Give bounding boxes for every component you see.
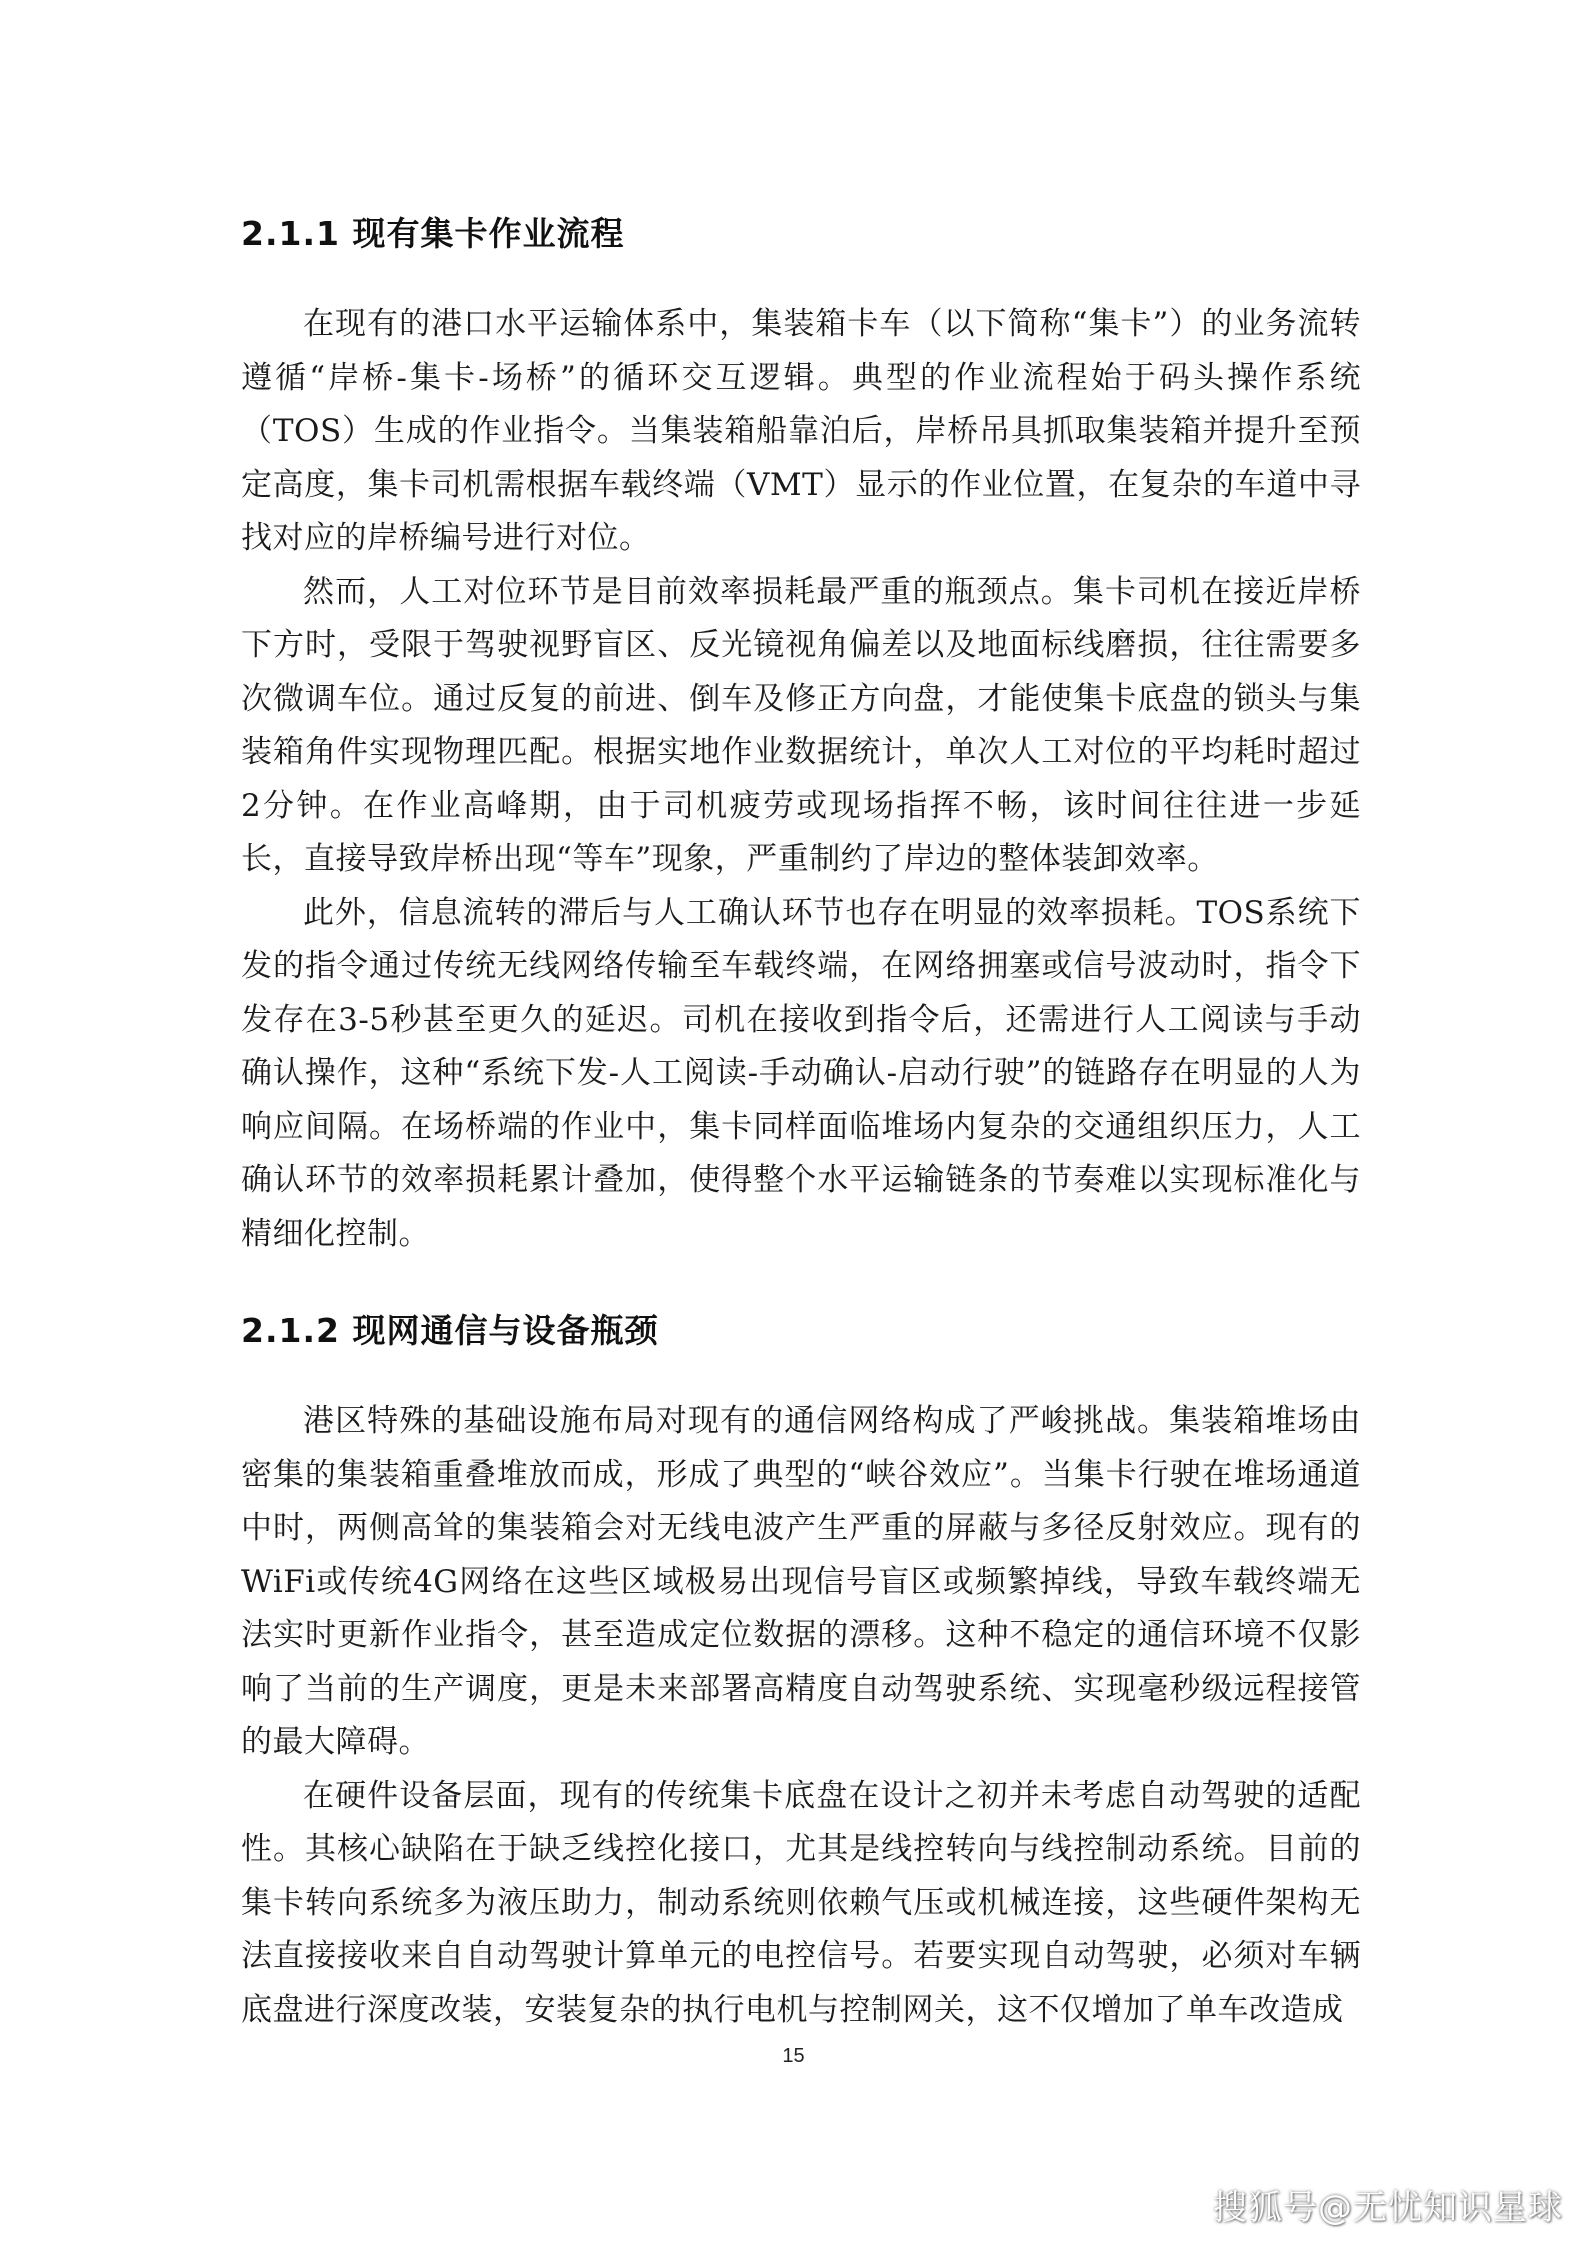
page-number: 15 [782, 2045, 805, 2067]
paragraph: 在硬件设备层面，现有的传统集卡底盘在设计之初并未考虑自动驾驶的适配性。其核心缺陷在于缺乏线控化接口，尤其是线控转向与线控制动系统。目前的集卡转向系统多为液压助力，制动系统则依赖气压或机械连接，这些硬件架构无法直接接收来自自动驾驶计算单元的电控信号。若要实现自动驾驶，必须对车辆底盘进行深度改装，安装复杂的执行电机与控制网关，这不仅增加了单车改造成 [241, 1777, 1361, 2028]
paragraph: 此外，信息流转的滞后与人工确认环节也存在明显的效率损耗。TOS系统下发的指令通过传统无线网络传输至车载终端，在网络拥塞或信号波动时，指令下发存在3-5秒甚至更久的延迟。司机在接收到指令后，还需进行人工阅读与手动确认操作，这种“系统下发-人工阅读-手动确认-启动行驶”的链路存在明显的人为响应间隔。在场桥端的作业中，集卡同样面临堆场内复杂的交通组织压力，人工确认环节的效率损耗累计叠加，使得整个水平运输链条的节奏难以实现标准化与精细化控制。 [241, 894, 1361, 1252]
paragraph: 然而，人工对位环节是目前效率损耗最严重的瓶颈点。集卡司机在接近岸桥下方时，受限于驾驶视野盲区、反光镜视角偏差以及地面标线磨损，往往需要多次微调车位。通过反复的前进、倒车及修正方向盘，才能使集卡底盘的锁头与集装箱角件实现物理匹配。根据实地作业数据统计，单次人工对位的平均耗时超过2分钟。在作业高峰期，由于司机疲劳或现场指挥不畅，该时间往往进一步延长，直接导致岸桥出现“等车”现象，严重制约了岸边的整体装卸效率。 [241, 573, 1361, 877]
paragraph: 港区特殊的基础设施布局对现有的通信网络构成了严峻挑战。集装箱堆场由密集的集装箱重叠堆放而成，形成了典型的“峡谷效应”。当集卡行驶在堆场通道中时，两侧高耸的集装箱会对无线电波产生严重的屏蔽与多径反射效应。现有的WiFi或传统4G网络在这些区域极易出现信号盲区或频繁掉线，导致车载终端无法实时更新作业指令，甚至造成定位数据的漂移。这种不稳定的通信环境不仅影响了当前的生产调度，更是未来部署高精度自动驾驶系统、实现毫秒级远程接管的最大障碍。 [241, 1403, 1361, 1760]
section-body-2-1-1 [241, 298, 1361, 1261]
section-body-2-1-2 [241, 1395, 1361, 2037]
paragraph: 在现有的港口水平运输体系中，集装箱卡车（以下简称“集卡”）的业务流转遵循“岸桥-集卡-场桥”的循环交互逻辑。典型的作业流程始于码头操作系统（TOS）生成的作业指令。当集装箱船靠泊后，岸桥吊具抓取集装箱并提升至预定高度，集卡司机需根据车载终端（VMT）显示的作业位置，在复杂的车道中寻找对应的岸桥编号进行对位。 [241, 306, 1361, 556]
watermark: 搜狐号@无忧知识星球 [1213, 2188, 1563, 2228]
section-heading-2-1-1: 2.1.1 现有集卡作业流程 [241, 214, 625, 253]
section-heading-2-1-2: 2.1.2 现网通信与设备瓶颈 [241, 1311, 659, 1350]
